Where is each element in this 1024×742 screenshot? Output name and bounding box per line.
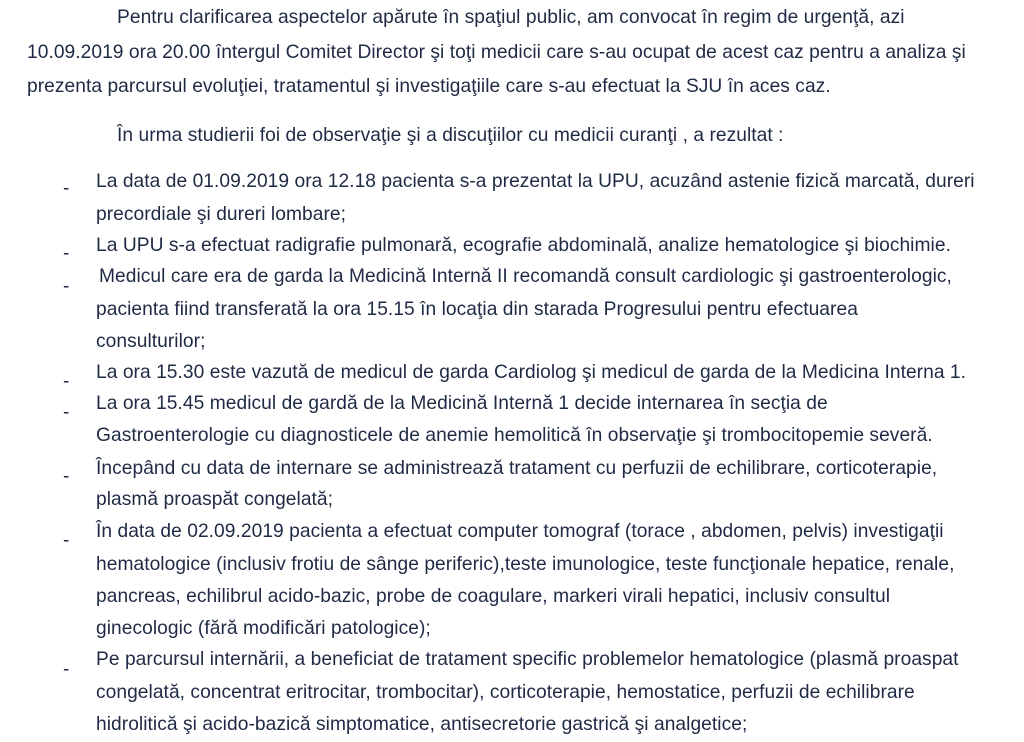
item-3-line-3: consulturilor; (96, 331, 206, 352)
intro-line-3: prezenta parcursul evoluţiei, tratamentul şi investigaţiile care s-au efectuat la SJU în aces caz. (27, 76, 831, 97)
item-7-line-2: hematologice (inclusiv frotiu de sânge periferic),teste imunologice, teste funcţionale hepatice, renale, (96, 554, 955, 575)
item-4-line-1: La ora 15.30 este vazută de medicul de garda Cardiolog şi medicul de garda de la Medicina Interna 1. (96, 362, 967, 383)
bullet-dash: - (63, 276, 70, 297)
bullet-dash: - (63, 371, 70, 392)
item-8-line-1: Pe parcursul internării, a beneficiat de tratament specific problemelor hematologice (plasmă proaspat (96, 649, 959, 670)
item-5-line-1: La ora 15.45 medicul de gardă de la Medicină Internă 1 decide internarea în secţia de (96, 393, 828, 414)
item-8-line-3: hidrolitică şi acido-bazică simptomatice, antisecretorie gastrică şi analgetice; (96, 714, 748, 735)
item-3-line-2: pacienta fiind transferată la ora 15.15 în locaţia din starada Progresului pentru efectuarea (96, 299, 858, 320)
bullet-dash: - (63, 243, 70, 264)
item-6-line-1: Începând cu data de internare se administrează tratament cu perfuzii de echilibrare, corticoterapie, (96, 458, 938, 479)
item-1-line-2: precordiale şi dureri lombare; (96, 204, 346, 225)
item-6-line-2: plasmă proaspăt congelată; (96, 489, 334, 510)
intro-line-1: Pentru clarificarea aspectelor apărute în spaţiul public, am convocat în regim de urgenţă, azi (117, 7, 905, 28)
bullet-dash: - (63, 530, 70, 551)
intro-line-2: 10.09.2019 ora 20.00 întergul Comitet Director şi toţi medicii care s-au ocupat de acest caz pentru a analiza şi (27, 42, 966, 63)
item-3-line-1: Medicul care era de garda la Medicină Internă II recomandă consult cardiologic şi gastroenterologic, (99, 266, 952, 287)
bullet-dash: - (63, 659, 70, 680)
item-2-line-1: La UPU s-a efectuat radigrafie pulmonară, ecografie abdominală, analize hematologice şi biochimie. (96, 235, 951, 256)
item-7-line-3: pancreas, echilibrul acido-bazic, probe de coagulare, markeri virali hepatici, inclusiv consultul (96, 586, 891, 607)
bullet-dash: - (63, 178, 70, 199)
bullet-dash: - (63, 466, 70, 487)
item-5-line-2: Gastroenterologie cu diagnosticele de anemie hemolitică în observaţie şi trombocitopemie severă. (96, 425, 933, 446)
item-1-line-1: La data de 01.09.2019 ora 12.18 pacienta s-a prezentat la UPU, acuzând astenie fizică marcată, dureri (96, 171, 975, 192)
item-8-line-2: congelată, concentrat eritrocitar, trombocitar), corticoterapie, hemostatice, perfuzii de echilibrare (96, 682, 915, 703)
bullet-dash: - (63, 402, 70, 423)
item-7-line-1: În data de 02.09.2019 pacienta a efectuat computer tomograf (torace , abdomen, pelvis) investigaţii (96, 521, 944, 542)
item-7-line-4: ginecologic (fără modificări patologice); (96, 618, 431, 639)
result-intro: În urma studierii foi de observaţie şi a discuţiilor cu medicii curanţi , a rezultat : (117, 125, 784, 146)
